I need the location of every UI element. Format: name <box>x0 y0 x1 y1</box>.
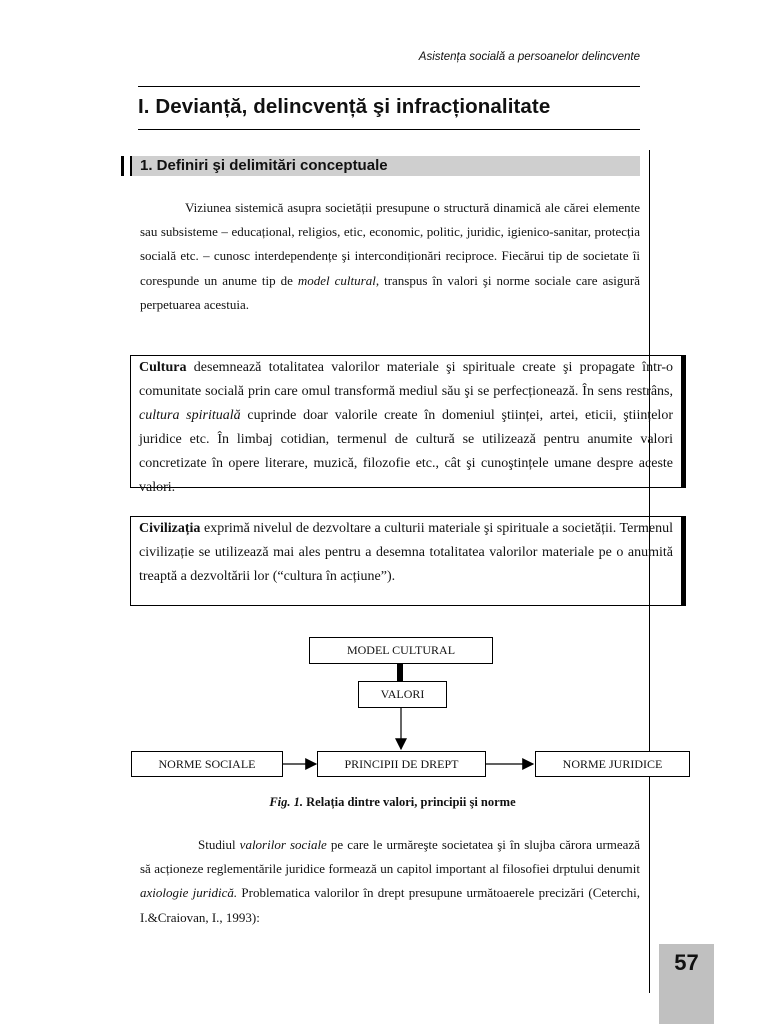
closing-paragraph <box>140 833 640 930</box>
section-title: 1. Definiri şi delimitări conceptuale <box>130 156 640 176</box>
closing-text-c: Problematica valorilor în drept presupune următoaerele precizări (Ceterchi, I.&Craiovan, I., 1993): <box>140 885 640 925</box>
figure-label: Fig. 1. <box>269 795 304 809</box>
node-principii-de-drept: PRINCIPII DE DREPT <box>317 751 486 777</box>
culture-text-b: cuprinde doar valorile create în domeniul ştiinței, artei, eticii, ştiințelor juridice etc. În limbaj cotidian, termenul de cultură se utilizează pentru anumite valori concretizate în opere literare, muzică, filozofie etc., cât şi cunoştințele umane despre aceste valori. <box>139 408 673 495</box>
intro-text-a: Viziunea sistemică asupra societății presupune o structură dinamică ale cărei elemente sau subsisteme – educațional, religios, etic, economic, politic, juridic, igienico-sanitar, protecția socială etc. – cunosc interdependențe şi intercondiționări reciproce. Fiecărui tip de societate îi corespunde un anume tip de <box>140 200 640 288</box>
civilization-term: Civilizația <box>139 521 201 536</box>
figure-caption <box>130 795 655 810</box>
page-number: 57 <box>674 950 699 975</box>
chapter-title: I. Devianță, delincvență şi infracționalitate <box>138 95 551 118</box>
closing-emphasis-2: axiologie juridică. <box>140 885 238 901</box>
node-norme-sociale: NORME SOCIALE <box>131 751 283 777</box>
node-model-cultural: MODEL CULTURAL <box>309 637 493 664</box>
figure-caption-text: Relația dintre valori, principii şi norme <box>303 795 516 809</box>
civilization-text: exprimă nivelul de dezvoltare a culturii materiale şi spirituale a societății. Termenul civilizație se utilizează mai ales pentru a desemna totalitatea valorilor materiale pe o anumită treaptă a dezvoltării lor (“cultura în acțiune”). <box>139 521 673 584</box>
culture-emphasis: cultura spirituală <box>139 408 241 423</box>
node-norme-juridice: NORME JURIDICE <box>535 751 690 777</box>
closing-text-a: Studiul <box>198 837 240 852</box>
intro-text-b: , transpus în valori şi norme sociale care asigură perpetuarea acestuia. <box>140 272 641 312</box>
running-header: Asistența socială a persoanelor delincvente <box>418 51 640 63</box>
closing-text-b: pe care le urmăreşte societatea şi în slujba cărora urmează să acționeze reglementările juridice formează un capitol important al filosofiei drptului denumit <box>140 837 640 877</box>
node-valori: VALORI <box>358 681 447 708</box>
culture-term: Cultura <box>139 360 187 375</box>
connector-model-values <box>397 663 403 681</box>
culture-text-a: desemnează totalitatea valorilor materiale şi spirituale create şi propagate într-o comunitate socială prin care omul transformă mediul său şi se perfecționează. În sens restrâns, <box>139 360 673 399</box>
intro-emphasis: model cultural <box>297 272 376 288</box>
closing-emphasis-1: valorilor sociale <box>239 837 327 852</box>
